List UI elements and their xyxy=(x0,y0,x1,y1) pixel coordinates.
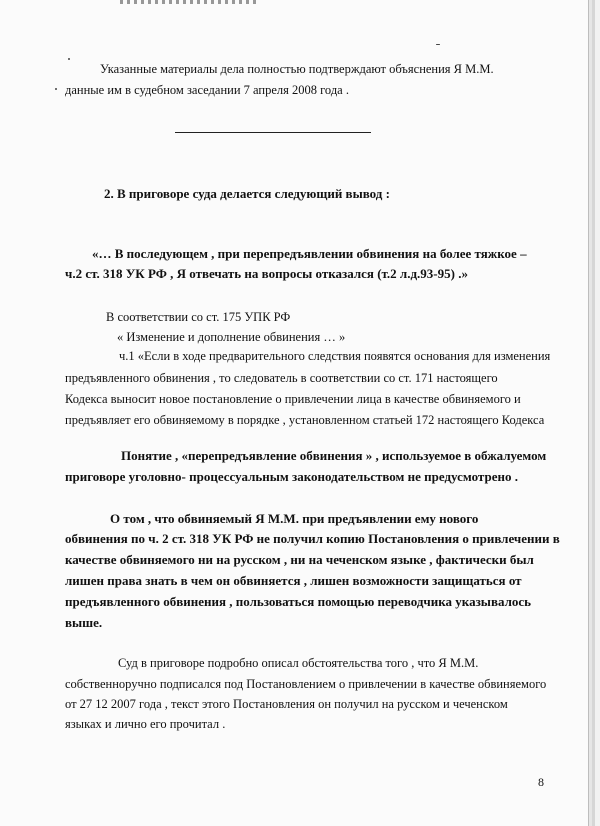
scan-speck xyxy=(55,88,57,90)
concept-line1: Понятие , «перепредъявление обвинения » , используемое в обжалуемом xyxy=(121,448,547,463)
article-line4: предъявляет его обвиняемому в порядке , установленном статьей 172 настоящего Кодекса xyxy=(65,413,545,427)
fact-line4: лишен права знать в чем он обвиняется , лишен возможности защищаться от xyxy=(65,573,522,588)
court-line1: Суд в приговоре подробно описал обстоятельства того , что Я М.М. xyxy=(118,656,479,670)
scan-speck xyxy=(68,58,70,60)
scan-artifact-top xyxy=(120,0,260,4)
fact-line2: обвинения по ч. 2 ст. 318 УК РФ не получил копию Постановления о привлечении в xyxy=(65,531,560,546)
law-ref-line2: « Изменение и дополнение обвинения … » xyxy=(117,330,346,344)
article-line3: Кодекса выносит новое постановление о привлечении лица в качестве обвиняемого и xyxy=(65,392,521,406)
quote-line1: «… В последующем , при перепредъявлении обвинения на более тяжкое – xyxy=(92,246,527,261)
para1-line1: Указанные материалы дела полностью подтверждают объяснения Я М.М. xyxy=(100,62,494,76)
law-ref-line1: В соответствии со ст. 175 УПК РФ xyxy=(106,310,291,324)
para1-line2: данные им в судебном заседании 7 апреля 2008 года . xyxy=(65,83,349,97)
court-line4: языках и лично его прочитал . xyxy=(65,717,226,731)
fact-line3: качестве обвиняемого ни на русском , ни на чеченском языке , фактически был xyxy=(65,552,534,567)
fact-line5: предъявленного обвинения , пользоваться помощью переводчика указывалось xyxy=(65,594,532,609)
article-line2: предъявленного обвинения , то следователь в соответствии со ст. 171 настоящего xyxy=(65,371,498,385)
court-line3: от 27 12 2007 года , текст этого Постановления он получил на русском и чеченском xyxy=(65,697,508,711)
separator-line xyxy=(175,132,371,133)
court-line2: собственноручно подписался под Постановлением о привлечении в качестве обвиняемого xyxy=(65,677,547,691)
article-line1: ч.1 «Если в ходе предварительного следствия появятся основания для изменения xyxy=(119,349,551,363)
scan-speck xyxy=(436,44,440,45)
fact-line6: выше. xyxy=(65,615,103,630)
concept-line2: приговоре уголовно- процессуальным законодательством не предусмотрено . xyxy=(65,469,518,484)
page-number: 8 xyxy=(538,775,544,789)
quote-line2: ч.2 ст. 318 УК РФ , Я отвечать на вопросы отказался (т.2 л.д.93-95) .» xyxy=(65,266,468,281)
section-2-heading: 2. В приговоре суда делается следующий вывод : xyxy=(104,186,390,201)
fact-line1: О том , что обвиняемый Я М.М. при предъявлении ему нового xyxy=(110,511,479,526)
